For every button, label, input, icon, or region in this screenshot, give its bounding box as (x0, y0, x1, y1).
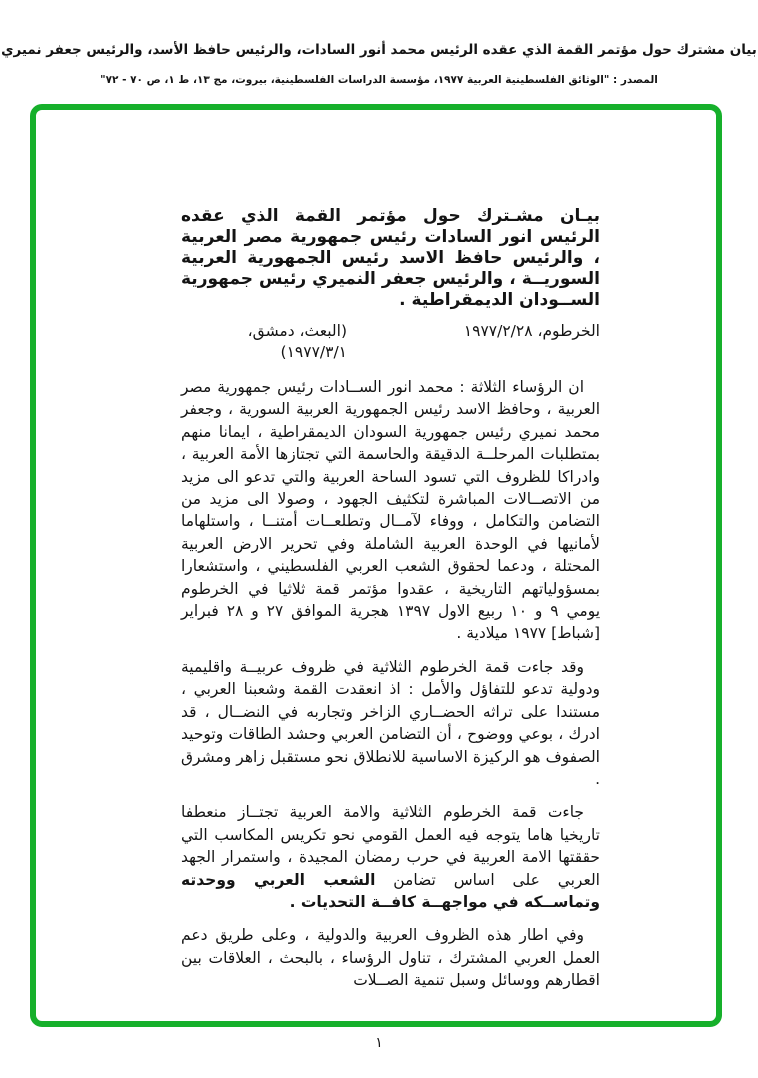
dateline-publication: (البعث، دمشق، ١٩٧٧/٣/١) (247, 322, 347, 361)
paragraph-3 (181, 801, 600, 913)
dateline-place-date: الخرطوم، ١٩٧٧/٢/٢٨ (463, 322, 600, 340)
statement-body (181, 206, 600, 992)
paragraph-3-emphasized-sentence: الشعب العربي ووحدته وتماســكه في مواجهــة كافــة التحديات . (181, 870, 600, 911)
header-source-line: المصدر : "الوثائق الفلسطينية العربية ١٩٧٧، مؤسسة الدراسات الفلسطينية، بيروت، مج ١٣، ط ١، ص ٧٠ - ٧٢" (100, 74, 658, 86)
paragraph-4: وفي اطار هذه الظروف العربية والدولية ، وعلى طريق دعم العمل العربي المشترك ، تناول الرؤساء ، بالبحث ، العلاقات بين اقطارهم ووسائل وسبل تنمية الصــلات (181, 926, 600, 990)
paragraph-2: وقد جاءت قمة الخرطوم الثلاثية في ظروف عربيــة واقليمية ودولية تدعو للتفاؤل والأمل : اذ انعقدت القمة وشعبنا العربي ، مستندا على تراثه الحضــاري الزاخر وتجاربه في النضــال ، قد ادرك ، بوعي ووضوح ، أن التضامن العربي وحشد الطاقات وتوحيد الصفوف هو الركيزة الاساسية للانطلاق نحو مستقبل زاهر ومشرق . (181, 657, 600, 788)
paragraph-3-lead: جاءت قمة الخرطوم الثلاثية والامة العربية تجتــاز منعطفا تاريخيا هاما يتوجه فيه العمل القومي نحو تكريس المكاسب التي حققتها الامة العربية في حرب رمضان المجيدة ، واستمرار الجهد العربي على اساس تضامن (181, 803, 600, 889)
dateline (181, 321, 600, 363)
page-number: ١ (375, 1035, 383, 1051)
statement-title: بيـان مشـترك حول مؤتمر القمة الذي عقده الرئيس انور السادات رئيس جمهورية مصر العربية ، والرئيس حافظ الاسد رئيس الجمهورية العربية السوريــة ، والرئيس جعفر النميري رئيس جمهورية الســودان الديمقراطية . (181, 206, 600, 310)
paragraph-1: ان الرؤساء الثلاثة : محمد انور الســادات رئيس جمهورية مصر العربية ، وحافظ الاسد رئيس الجمهورية العربية السورية ، وجعفر محمد نميري رئيس جمهورية السودان الديمقراطية ، ايمانا منهم بمتطلبات المرحلــة الدقيقة والحاسمة التي تجتازها الأمة العربية ، وادراكا للظروف التي تسود الساحة العربية والتي تدعو الى مزيد من الاتصــالات المباشرة لتكثيف الجهود ، وصولا الى مزيد من التضامن والتكامل ، ووفاء لآمــال وتطلعــات أمتنــا ، واستلهاما لأمانيها في الوحدة العربية الشاملة وفي تحرير الارض العربية المحتلة ، ودعما لحقوق الشعب العربي الفلسطيني ، واستشعارا بمسؤولياتهم التاريخية ، عقدوا مؤتمر قمة ثلاثيا في الخرطوم يومي ٩ و ١٠ ربيع الاول ١٣٩٧ هجرية الموافق ٢٧ و ٢٨ فبراير [شباط] ١٩٧٧ ميلادية . (181, 378, 601, 643)
header-title: بيان مشترك حول مؤتمر القمة الذي عقده الرئيس محمد أنور السادات، والرئيس حافظ الأسد، والرئيس جعفر نميري (1, 42, 757, 58)
